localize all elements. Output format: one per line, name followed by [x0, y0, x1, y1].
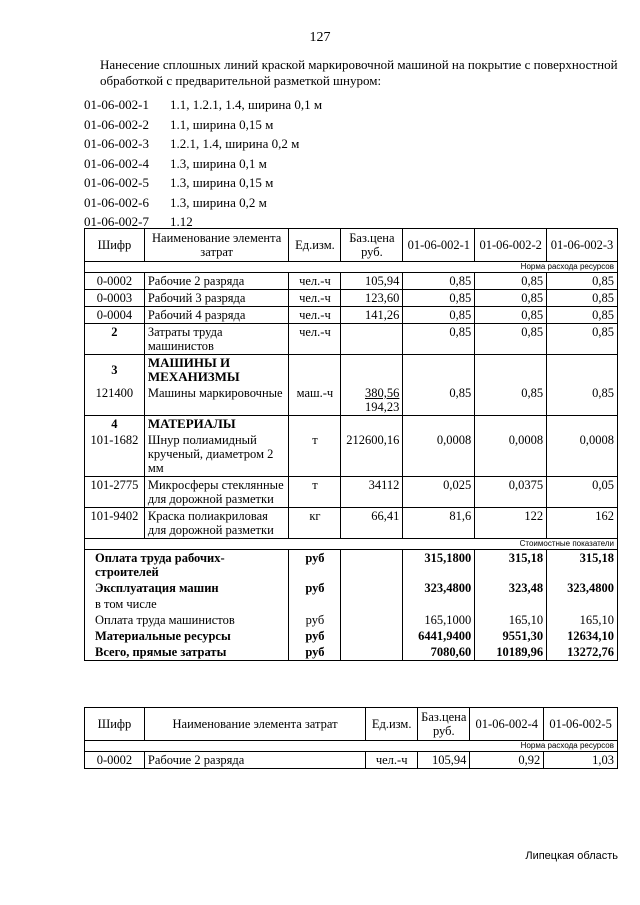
cell: МАТЕРИАЛЫ — [144, 416, 289, 433]
cell: 81,6 — [403, 508, 475, 539]
cell: Рабочие 2 разряда — [144, 273, 289, 290]
cell: 105,94 — [418, 752, 470, 769]
cell: 141,26 — [341, 307, 403, 324]
cell — [341, 644, 403, 661]
col-header: Баз.цена руб. — [418, 708, 470, 741]
code-item — [84, 173, 322, 193]
cell: 323,4800 — [403, 580, 475, 596]
cell — [547, 355, 618, 386]
cell: 315,18 — [475, 550, 547, 581]
cell: 315,18 — [547, 550, 618, 581]
cell: 0,85 — [475, 290, 547, 307]
cell: руб — [289, 550, 341, 581]
cell: 7080,60 — [403, 644, 475, 661]
norm-label: Норма расхода ресурсов — [85, 262, 618, 273]
code-item — [84, 154, 322, 174]
cell — [289, 416, 341, 433]
norm-label-row — [85, 262, 618, 273]
code-desc: 1.3, ширина 0,15 м — [170, 175, 274, 190]
table-header-row — [85, 708, 618, 741]
cell — [341, 628, 403, 644]
cell: руб — [289, 612, 341, 628]
cell: 315,1800 — [403, 550, 475, 581]
code-desc: 1.3, ширина 0,1 м — [170, 155, 267, 171]
cell: 122 — [475, 508, 547, 539]
col-header: 01-06-002-1 — [403, 229, 475, 262]
table-row — [85, 416, 618, 433]
code-item — [84, 193, 322, 213]
cell: 323,4800 — [547, 580, 618, 596]
cell: 12634,10 — [547, 628, 618, 644]
cell — [341, 324, 403, 355]
col-header: 01-06-002-5 — [544, 708, 618, 741]
cell: 0,05 — [547, 477, 618, 508]
cell: 9551,30 — [475, 628, 547, 644]
cell: 323,48 — [475, 580, 547, 596]
cell: 66,41 — [341, 508, 403, 539]
table-row — [85, 324, 618, 355]
cell: 1,03 — [544, 752, 618, 769]
cell: т — [289, 432, 341, 477]
cell: 0,92 — [470, 752, 544, 769]
cell: Рабочий 4 разряда — [144, 307, 289, 324]
cell — [475, 596, 547, 612]
code: 01-06-002-2 — [84, 116, 149, 132]
code: 01-06-002-7 — [84, 214, 149, 229]
cell: 0,85 — [403, 324, 475, 355]
code-item — [84, 115, 322, 135]
code: 01-06-002-1 — [84, 97, 149, 112]
cell: 0-0002 — [85, 752, 145, 769]
section-heading: Нанесение сплошных линий краской маркировочной машиной на покрытие с поверхностной обработкой с предварительной разметкой шнуром: — [100, 57, 618, 88]
col-header: Ед.изм. — [366, 708, 418, 741]
code-item — [84, 134, 322, 154]
cell: 101-2775 — [85, 477, 145, 508]
table-row — [85, 477, 618, 508]
cell: 0,85 — [547, 307, 618, 324]
cell — [341, 612, 403, 628]
page-number: 127 — [309, 30, 331, 45]
cell: 0,85 — [403, 307, 475, 324]
norm-label-row — [85, 741, 618, 752]
cell: 0,85 — [475, 324, 547, 355]
cell: чел.-ч — [289, 290, 341, 307]
footer-region: Липецкая область — [525, 850, 618, 862]
cell: кг — [289, 508, 341, 539]
cell — [341, 580, 403, 596]
code-item — [84, 95, 322, 115]
table-row — [85, 273, 618, 290]
table-row — [85, 290, 618, 307]
code: 01-06-002-6 — [84, 194, 149, 210]
cell: 3 — [85, 355, 145, 386]
table-row — [85, 307, 618, 324]
cell: 123,60 — [341, 290, 403, 307]
code: 01-06-002-5 — [84, 175, 149, 190]
cost-row — [85, 580, 618, 596]
cell: 101-1682 — [85, 432, 145, 477]
cell: 194,23 — [365, 400, 400, 414]
cell: Шнур полиамидный крученый, диаметром 2 мм — [144, 432, 289, 477]
cell: 10189,96 — [475, 644, 547, 661]
cell: 6441,9400 — [403, 628, 475, 644]
cell: чел.-ч — [289, 273, 341, 290]
cell: 0,0375 — [475, 477, 547, 508]
cell: Эксплуатация машин — [85, 580, 289, 596]
cell: Машины маркировочные — [144, 385, 289, 416]
cell: 0,0008 — [403, 432, 475, 477]
cell: 0-0004 — [85, 307, 145, 324]
cell: 165,10 — [475, 612, 547, 628]
cell: 0-0003 — [85, 290, 145, 307]
cell — [289, 596, 341, 612]
cell: 13272,76 — [547, 644, 618, 661]
cell — [475, 416, 547, 433]
cell: 165,10 — [547, 612, 618, 628]
cell: Оплата труда рабочих-строителей — [85, 550, 289, 581]
code-desc: 1.2.1, 1.4, ширина 0,2 м — [170, 136, 300, 151]
code: 01-06-002-4 — [84, 155, 149, 171]
cost-row — [85, 550, 618, 581]
norm-label: Норма расхода ресурсов — [85, 741, 618, 752]
cell: 0,85 — [475, 307, 547, 324]
cell: 165,1000 — [403, 612, 475, 628]
cell: 121400 — [85, 385, 145, 416]
cell: в том числе — [85, 596, 289, 612]
cell: 0-0002 — [85, 273, 145, 290]
cell: 0,85 — [403, 290, 475, 307]
table-row — [85, 432, 618, 477]
resource-table-2 — [84, 707, 618, 769]
col-header: 01-06-002-4 — [470, 708, 544, 741]
cell: 0,85 — [475, 273, 547, 290]
cell: 0,85 — [547, 324, 618, 355]
cell — [475, 355, 547, 386]
table-row — [85, 508, 618, 539]
code-desc: 1.1, ширина 0,15 м — [170, 116, 274, 132]
cell: Затраты труда машинистов — [144, 324, 289, 355]
cell — [341, 596, 403, 612]
cell — [341, 355, 403, 386]
col-header: Шифр — [85, 708, 145, 741]
cell: 0,85 — [547, 290, 618, 307]
col-header: Наименование элемента затрат — [144, 229, 289, 262]
col-header: Баз.цена руб. — [341, 229, 403, 262]
table-row — [85, 355, 618, 386]
cell: 0,0008 — [547, 432, 618, 477]
cell: 380,56 — [365, 386, 400, 400]
cell — [341, 416, 403, 433]
cell: Микросферы стеклянные для дорожной разметки — [144, 477, 289, 508]
cell: чел.-ч — [366, 752, 418, 769]
cell: 0,0008 — [475, 432, 547, 477]
cell: Рабочий 3 разряда — [144, 290, 289, 307]
col-header: 01-06-002-2 — [475, 229, 547, 262]
cell: 212600,16 — [341, 432, 403, 477]
code-list — [84, 95, 322, 232]
cost-row — [85, 612, 618, 628]
cell — [289, 355, 341, 386]
cell: маш.-ч — [289, 385, 341, 416]
cell: руб — [289, 644, 341, 661]
col-header: 01-06-002-3 — [547, 229, 618, 262]
cell: 0,85 — [475, 385, 547, 416]
cell — [547, 416, 618, 433]
table-row — [85, 385, 618, 416]
cell — [403, 355, 475, 386]
cell: чел.-ч — [289, 307, 341, 324]
cell — [547, 596, 618, 612]
cell: Краска полиакриловая для дорожной разметки — [144, 508, 289, 539]
cost-row — [85, 644, 618, 661]
cell: 0,85 — [403, 385, 475, 416]
table-row — [85, 752, 618, 769]
cell — [403, 416, 475, 433]
cell: 34112 — [341, 477, 403, 508]
cell: 0,025 — [403, 477, 475, 508]
cost-label-row — [85, 539, 618, 550]
cell: 0,85 — [403, 273, 475, 290]
cell: 101-9402 — [85, 508, 145, 539]
cell: Рабочие 2 разряда — [144, 752, 365, 769]
col-header: Ед.изм. — [289, 229, 341, 262]
cell — [403, 596, 475, 612]
col-header: Наименование элемента затрат — [144, 708, 365, 741]
table-header-row — [85, 229, 618, 262]
cell: чел.-ч — [289, 324, 341, 355]
cell: 162 — [547, 508, 618, 539]
cell: 105,94 — [341, 273, 403, 290]
code-desc: 1.12 — [170, 214, 193, 229]
resource-table-1 — [84, 228, 618, 661]
col-header: Шифр — [85, 229, 145, 262]
cell: Всего, прямые затраты — [85, 644, 289, 661]
cell: руб — [289, 628, 341, 644]
code-desc: 1.3, ширина 0,2 м — [170, 194, 267, 210]
cell: МАШИНЫ И МЕХАНИЗМЫ — [144, 355, 289, 386]
cost-row — [85, 628, 618, 644]
cell: 0,85 — [547, 385, 618, 416]
code-desc: 1.1, 1.2.1, 1.4, ширина 0,1 м — [170, 97, 323, 112]
cost-row — [85, 596, 618, 612]
cell — [341, 550, 403, 581]
cell: 2 — [85, 324, 145, 355]
cost-label: Стоимостные показатели — [85, 539, 618, 550]
cell: Оплата труда машинистов — [85, 612, 289, 628]
code: 01-06-002-3 — [84, 136, 149, 151]
cell: Материальные ресурсы — [85, 628, 289, 644]
cell: 4 — [85, 416, 145, 433]
cell: руб — [289, 580, 341, 596]
cell: т — [289, 477, 341, 508]
cell: 0,85 — [547, 273, 618, 290]
